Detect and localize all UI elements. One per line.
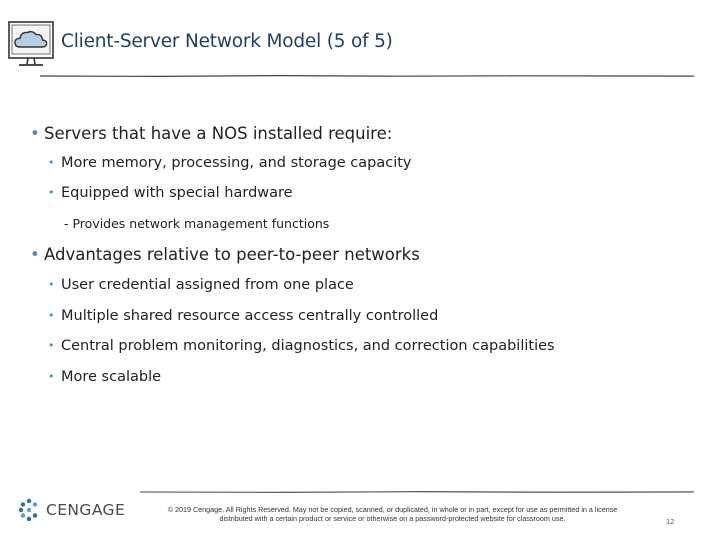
- cengage-logo: [18, 497, 125, 523]
- bullet-item: • Advantages relative to peer-to-peer networks: [30, 245, 420, 264]
- sub-bullet-item: • Equipped with special hardware: [48, 185, 293, 201]
- footer-divider: [140, 490, 694, 494]
- header-divider: [40, 74, 694, 78]
- sub-bullet-item: • Central problem monitoring, diagnostics, and correction capabilities: [48, 338, 555, 354]
- sub-bullet-item: • Multiple shared resource access centrally controlled: [48, 308, 439, 324]
- sub-bullet-item: • More memory, processing, and storage capacity: [48, 155, 412, 171]
- page-title: Client-Server Network Model (5 of 5): [61, 31, 393, 52]
- page-number: 12: [666, 517, 675, 526]
- cengage-dots-icon: [18, 498, 40, 522]
- brand-name: CENGAGE: [46, 501, 126, 519]
- bullet-item: • Servers that have a NOS installed require:: [30, 124, 393, 143]
- sub-bullet-item: • More scalable: [48, 369, 162, 385]
- copyright-notice: © 2019 Cengage. All Rights Reserved. May not be copied, scanned, or duplicated, in whole or in part, except for use as permitted in a license distributed with a certain product or service or otherwise on a password-protected website for classroom use.: [167, 505, 618, 523]
- sub-bullet-item: • User credential assigned from one place: [48, 277, 354, 293]
- cloud-monitor-icon: [6, 18, 56, 70]
- sub-sub-bullet-item: - Provides network management functions: [64, 216, 330, 231]
